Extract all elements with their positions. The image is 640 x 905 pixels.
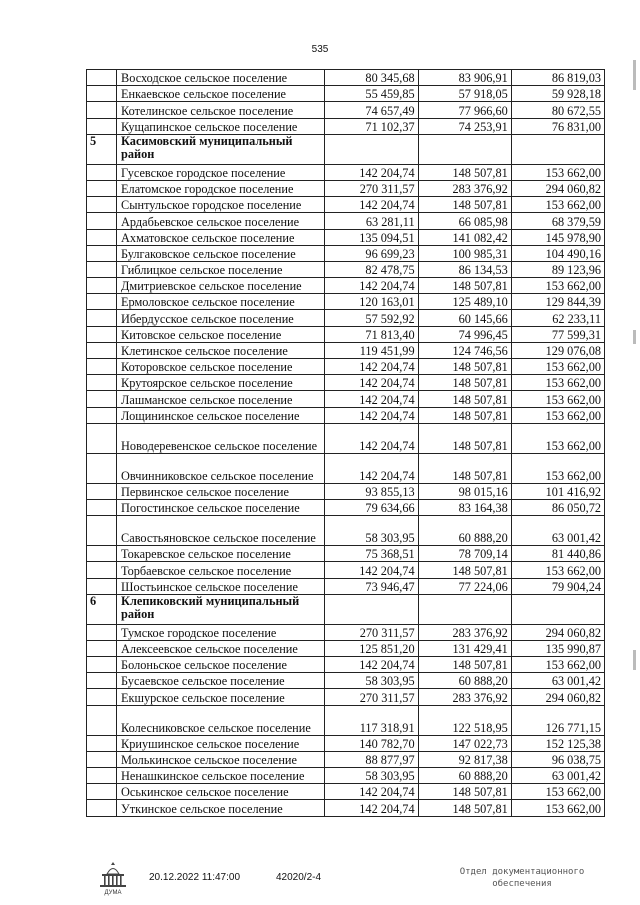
value-2023-cell: 71 102,37 bbox=[325, 118, 418, 134]
settlement-row bbox=[87, 735, 605, 751]
value-2023-cell: 142 204,74 bbox=[325, 562, 418, 578]
value-2023-cell: 142 204,74 bbox=[325, 423, 418, 453]
value-2025-cell: 62 233,11 bbox=[511, 310, 604, 326]
value-2023-cell: 120 163,01 bbox=[325, 294, 418, 310]
row-name-cell: Болоньское сельское поселение bbox=[117, 657, 325, 673]
value-2024-cell: 148 507,81 bbox=[418, 423, 511, 453]
value-2024-cell: 148 507,81 bbox=[418, 197, 511, 213]
logo-text: ДУМА bbox=[104, 890, 122, 896]
row-name-cell: Сынтульское городское поселение bbox=[117, 197, 325, 213]
value-2023-cell: 142 204,74 bbox=[325, 657, 418, 673]
value-2023-cell: 142 204,74 bbox=[325, 784, 418, 800]
value-2025-cell: 59 928,18 bbox=[511, 86, 604, 102]
row-name-cell: Криушинское сельское поселение bbox=[117, 735, 325, 751]
value-2025-cell: 76 831,00 bbox=[511, 118, 604, 134]
value-2024-cell: 74 253,91 bbox=[418, 118, 511, 134]
row-number-cell bbox=[87, 359, 117, 375]
value-2024-cell: 131 429,41 bbox=[418, 640, 511, 656]
row-name-cell: Тумское городское поселение bbox=[117, 624, 325, 640]
row-number-cell bbox=[87, 407, 117, 423]
row-name-cell: Погостинское сельское поселение bbox=[117, 499, 325, 515]
row-number-cell bbox=[87, 102, 117, 118]
settlement-row bbox=[87, 751, 605, 767]
row-number-cell bbox=[87, 197, 117, 213]
table-body bbox=[87, 70, 605, 817]
value-2025-cell: 152 125,38 bbox=[511, 735, 604, 751]
value-2024-cell: 125 489,10 bbox=[418, 294, 511, 310]
value-2023-cell: 142 204,74 bbox=[325, 375, 418, 391]
settlement-row bbox=[87, 197, 605, 213]
row-name-cell: Алексеевское сельское поселение bbox=[117, 640, 325, 656]
value-2025-cell: 135 990,87 bbox=[511, 640, 604, 656]
row-number-cell bbox=[87, 261, 117, 277]
value-2025-cell: 153 662,00 bbox=[511, 453, 604, 483]
row-number-cell bbox=[87, 673, 117, 689]
settlement-row bbox=[87, 453, 605, 483]
value-2023-cell: 270 311,57 bbox=[325, 180, 418, 196]
value-2023-cell: 63 281,11 bbox=[325, 213, 418, 229]
value-2024-cell: 148 507,81 bbox=[418, 391, 511, 407]
row-number-cell bbox=[87, 180, 117, 196]
value-2024-cell: 60 888,20 bbox=[418, 768, 511, 784]
row-number-cell bbox=[87, 164, 117, 180]
settlement-row bbox=[87, 294, 605, 310]
value-2024-cell: 148 507,81 bbox=[418, 359, 511, 375]
row-name-cell: Оськинское сельское поселение bbox=[117, 784, 325, 800]
row-name-cell: Уткинское сельское поселение bbox=[117, 800, 325, 816]
row-number-cell bbox=[87, 294, 117, 310]
settlement-row bbox=[87, 213, 605, 229]
department-stamp bbox=[452, 866, 592, 890]
value-2023-cell: 142 204,74 bbox=[325, 197, 418, 213]
settlement-row bbox=[87, 624, 605, 640]
value-2025-cell: 153 662,00 bbox=[511, 375, 604, 391]
value-2024-cell: 66 085,98 bbox=[418, 213, 511, 229]
row-name-cell: Восходское сельское поселение bbox=[117, 70, 325, 86]
value-2024-cell bbox=[418, 134, 511, 164]
footer-timestamp: 20.12.2022 11:47:00 bbox=[149, 872, 241, 883]
value-2025-cell: 153 662,00 bbox=[511, 800, 604, 816]
value-2025-cell: 81 440,86 bbox=[511, 546, 604, 562]
value-2024-cell: 283 376,92 bbox=[418, 180, 511, 196]
value-2024-cell: 60 888,20 bbox=[418, 516, 511, 546]
settlement-row bbox=[87, 70, 605, 86]
settlement-row bbox=[87, 483, 605, 499]
row-name-cell: Китовское сельское поселение bbox=[117, 326, 325, 342]
value-2024-cell: 77 966,60 bbox=[418, 102, 511, 118]
row-name-cell: Лашманское сельское поселение bbox=[117, 391, 325, 407]
row-number-cell bbox=[87, 310, 117, 326]
value-2023-cell: 142 204,74 bbox=[325, 800, 418, 816]
row-number-cell bbox=[87, 705, 117, 735]
page-footer bbox=[0, 860, 640, 900]
row-number-cell bbox=[87, 784, 117, 800]
settlement-row bbox=[87, 310, 605, 326]
value-2023-cell: 270 311,57 bbox=[325, 689, 418, 705]
row-name-cell: Ибердусское сельское поселение bbox=[117, 310, 325, 326]
value-2023-cell: 142 204,74 bbox=[325, 453, 418, 483]
value-2024-cell bbox=[418, 594, 511, 624]
row-name-cell: Колесниковское сельское поселение bbox=[117, 705, 325, 735]
row-number-cell bbox=[87, 624, 117, 640]
row-name-cell: Дмитриевское сельское поселение bbox=[117, 278, 325, 294]
scan-edge-mark bbox=[633, 60, 636, 90]
value-2023-cell: 142 204,74 bbox=[325, 391, 418, 407]
row-number-cell bbox=[87, 375, 117, 391]
value-2024-cell: 122 518,95 bbox=[418, 705, 511, 735]
value-2023-cell: 142 204,74 bbox=[325, 164, 418, 180]
row-number-cell bbox=[87, 800, 117, 816]
value-2025-cell: 153 662,00 bbox=[511, 197, 604, 213]
value-2025-cell: 294 060,82 bbox=[511, 689, 604, 705]
value-2025-cell: 153 662,00 bbox=[511, 562, 604, 578]
value-2023-cell: 140 782,70 bbox=[325, 735, 418, 751]
row-number-cell bbox=[87, 483, 117, 499]
value-2023-cell: 73 946,47 bbox=[325, 578, 418, 594]
value-2025-cell: 89 123,96 bbox=[511, 261, 604, 277]
value-2025-cell: 153 662,00 bbox=[511, 657, 604, 673]
value-2023-cell: 270 311,57 bbox=[325, 624, 418, 640]
budget-table bbox=[86, 69, 605, 817]
scan-edge-mark bbox=[633, 650, 636, 670]
value-2023-cell: 93 855,13 bbox=[325, 483, 418, 499]
settlement-row bbox=[87, 705, 605, 735]
row-number-cell bbox=[87, 657, 117, 673]
value-2023-cell: 74 657,49 bbox=[325, 102, 418, 118]
value-2025-cell: 96 038,75 bbox=[511, 751, 604, 767]
value-2023-cell: 82 478,75 bbox=[325, 261, 418, 277]
row-name-cell: Лощининское сельское поселение bbox=[117, 407, 325, 423]
value-2025-cell: 153 662,00 bbox=[511, 423, 604, 453]
row-number-cell bbox=[87, 213, 117, 229]
value-2023-cell bbox=[325, 134, 418, 164]
row-name-cell: Касимовский муниципальный район bbox=[117, 134, 325, 164]
row-name-cell: Торбаевское сельское поселение bbox=[117, 562, 325, 578]
value-2023-cell: 88 877,97 bbox=[325, 751, 418, 767]
settlement-row bbox=[87, 800, 605, 816]
settlement-row bbox=[87, 689, 605, 705]
value-2024-cell: 147 022,73 bbox=[418, 735, 511, 751]
row-number-cell: 6 bbox=[87, 594, 117, 624]
row-name-cell: Шостьинское сельское поселение bbox=[117, 578, 325, 594]
value-2025-cell: 80 672,55 bbox=[511, 102, 604, 118]
value-2024-cell: 98 015,16 bbox=[418, 483, 511, 499]
settlement-row bbox=[87, 657, 605, 673]
row-name-cell: Булгаковское сельское поселение bbox=[117, 245, 325, 261]
stamp-line-1: Отдел документационного bbox=[459, 867, 585, 877]
value-2023-cell: 58 303,95 bbox=[325, 768, 418, 784]
settlement-row bbox=[87, 768, 605, 784]
stamp-line-2: обеспечения bbox=[492, 879, 552, 889]
row-number-cell bbox=[87, 735, 117, 751]
row-name-cell: Токаревское сельское поселение bbox=[117, 546, 325, 562]
value-2023-cell: 125 851,20 bbox=[325, 640, 418, 656]
scan-edge-mark bbox=[633, 330, 636, 344]
district-row bbox=[87, 594, 605, 624]
settlement-row bbox=[87, 578, 605, 594]
district-row bbox=[87, 134, 605, 164]
settlement-row bbox=[87, 562, 605, 578]
value-2024-cell: 60 888,20 bbox=[418, 673, 511, 689]
settlement-row bbox=[87, 164, 605, 180]
value-2024-cell: 283 376,92 bbox=[418, 624, 511, 640]
value-2024-cell: 83 164,38 bbox=[418, 499, 511, 515]
value-2023-cell: 79 634,66 bbox=[325, 499, 418, 515]
row-number-cell bbox=[87, 423, 117, 453]
value-2023-cell: 135 094,51 bbox=[325, 229, 418, 245]
row-number-cell bbox=[87, 768, 117, 784]
row-name-cell: Ардабьевское сельское поселение bbox=[117, 213, 325, 229]
value-2024-cell: 60 145,66 bbox=[418, 310, 511, 326]
row-name-cell: Клетинское сельское поселение bbox=[117, 342, 325, 358]
row-name-cell: Овчинниковское сельское поселение bbox=[117, 453, 325, 483]
settlement-row bbox=[87, 391, 605, 407]
value-2024-cell: 100 985,31 bbox=[418, 245, 511, 261]
value-2024-cell: 148 507,81 bbox=[418, 453, 511, 483]
value-2025-cell: 153 662,00 bbox=[511, 359, 604, 375]
row-name-cell: Молькинское сельское поселение bbox=[117, 751, 325, 767]
row-number-cell bbox=[87, 578, 117, 594]
value-2025-cell: 104 490,16 bbox=[511, 245, 604, 261]
row-number-cell bbox=[87, 562, 117, 578]
value-2023-cell: 80 345,68 bbox=[325, 70, 418, 86]
row-name-cell: Бусаевское сельское поселение bbox=[117, 673, 325, 689]
value-2023-cell: 117 318,91 bbox=[325, 705, 418, 735]
value-2025-cell: 63 001,42 bbox=[511, 673, 604, 689]
value-2024-cell: 148 507,81 bbox=[418, 800, 511, 816]
row-name-cell: Савостьяновское сельское поселение bbox=[117, 516, 325, 546]
row-number-cell bbox=[87, 326, 117, 342]
row-name-cell: Елатомское городское поселение bbox=[117, 180, 325, 196]
value-2024-cell: 148 507,81 bbox=[418, 278, 511, 294]
row-name-cell: Котелинское сельское поселение bbox=[117, 102, 325, 118]
value-2024-cell: 78 709,14 bbox=[418, 546, 511, 562]
settlement-row bbox=[87, 499, 605, 515]
value-2025-cell: 145 978,90 bbox=[511, 229, 604, 245]
value-2024-cell: 77 224,06 bbox=[418, 578, 511, 594]
settlement-row bbox=[87, 407, 605, 423]
row-name-cell: Первинское сельское поселение bbox=[117, 483, 325, 499]
value-2024-cell: 83 906,91 bbox=[418, 70, 511, 86]
row-name-cell: Которовское сельское поселение bbox=[117, 359, 325, 375]
value-2024-cell: 148 507,81 bbox=[418, 657, 511, 673]
value-2025-cell: 63 001,42 bbox=[511, 768, 604, 784]
row-name-cell: Клепиковский муниципальный район bbox=[117, 594, 325, 624]
row-number-cell bbox=[87, 245, 117, 261]
value-2023-cell: 57 592,92 bbox=[325, 310, 418, 326]
value-2024-cell: 148 507,81 bbox=[418, 407, 511, 423]
row-name-cell: Крутоярское сельское поселение bbox=[117, 375, 325, 391]
settlement-row bbox=[87, 516, 605, 546]
value-2025-cell: 63 001,42 bbox=[511, 516, 604, 546]
settlement-row bbox=[87, 86, 605, 102]
value-2023-cell: 58 303,95 bbox=[325, 673, 418, 689]
page-number: 535 bbox=[311, 44, 329, 55]
row-name-cell: Ненашкинское сельское поселение bbox=[117, 768, 325, 784]
value-2023-cell: 58 303,95 bbox=[325, 516, 418, 546]
settlement-row bbox=[87, 102, 605, 118]
value-2024-cell: 124 746,56 bbox=[418, 342, 511, 358]
value-2025-cell: 129 844,39 bbox=[511, 294, 604, 310]
value-2024-cell: 148 507,81 bbox=[418, 164, 511, 180]
row-number-cell bbox=[87, 751, 117, 767]
value-2025-cell: 79 904,24 bbox=[511, 578, 604, 594]
value-2023-cell: 119 451,99 bbox=[325, 342, 418, 358]
value-2023-cell bbox=[325, 594, 418, 624]
settlement-row bbox=[87, 359, 605, 375]
value-2025-cell: 294 060,82 bbox=[511, 180, 604, 196]
value-2024-cell: 141 082,42 bbox=[418, 229, 511, 245]
value-2025-cell: 153 662,00 bbox=[511, 784, 604, 800]
value-2023-cell: 142 204,74 bbox=[325, 278, 418, 294]
value-2025-cell: 86 819,03 bbox=[511, 70, 604, 86]
value-2024-cell: 283 376,92 bbox=[418, 689, 511, 705]
settlement-row bbox=[87, 546, 605, 562]
value-2025-cell: 129 076,08 bbox=[511, 342, 604, 358]
value-2024-cell: 148 507,81 bbox=[418, 375, 511, 391]
value-2025-cell: 294 060,82 bbox=[511, 624, 604, 640]
settlement-row bbox=[87, 784, 605, 800]
value-2025-cell: 68 379,59 bbox=[511, 213, 604, 229]
settlement-row bbox=[87, 278, 605, 294]
value-2024-cell: 148 507,81 bbox=[418, 562, 511, 578]
value-2023-cell: 142 204,74 bbox=[325, 407, 418, 423]
footer-doc-code: 42020/2-4 bbox=[276, 872, 322, 883]
row-name-cell: Кущапинское сельское поселение bbox=[117, 118, 325, 134]
row-name-cell: Новодеревенское сельское поселение bbox=[117, 423, 325, 453]
value-2025-cell: 153 662,00 bbox=[511, 278, 604, 294]
settlement-row bbox=[87, 261, 605, 277]
row-name-cell: Енкаевское сельское поселение bbox=[117, 86, 325, 102]
row-number-cell bbox=[87, 453, 117, 483]
row-name-cell: Ермоловское сельское поселение bbox=[117, 294, 325, 310]
value-2025-cell: 77 599,31 bbox=[511, 326, 604, 342]
value-2023-cell: 96 699,23 bbox=[325, 245, 418, 261]
row-number-cell: 5 bbox=[87, 134, 117, 164]
row-name-cell: Гусевское городское поселение bbox=[117, 164, 325, 180]
value-2025-cell: 153 662,00 bbox=[511, 407, 604, 423]
row-number-cell bbox=[87, 640, 117, 656]
row-number-cell bbox=[87, 391, 117, 407]
value-2025-cell: 126 771,15 bbox=[511, 705, 604, 735]
value-2024-cell: 57 918,05 bbox=[418, 86, 511, 102]
row-number-cell bbox=[87, 546, 117, 562]
value-2024-cell: 86 134,53 bbox=[418, 261, 511, 277]
value-2023-cell: 71 813,40 bbox=[325, 326, 418, 342]
value-2025-cell bbox=[511, 134, 604, 164]
value-2025-cell: 86 050,72 bbox=[511, 499, 604, 515]
settlement-row bbox=[87, 673, 605, 689]
value-2024-cell: 92 817,38 bbox=[418, 751, 511, 767]
settlement-row bbox=[87, 180, 605, 196]
row-number-cell bbox=[87, 689, 117, 705]
value-2025-cell: 153 662,00 bbox=[511, 391, 604, 407]
value-2025-cell: 101 416,92 bbox=[511, 483, 604, 499]
settlement-row bbox=[87, 423, 605, 453]
row-number-cell bbox=[87, 516, 117, 546]
settlement-row bbox=[87, 245, 605, 261]
row-number-cell bbox=[87, 86, 117, 102]
settlement-row bbox=[87, 118, 605, 134]
row-number-cell bbox=[87, 499, 117, 515]
row-number-cell bbox=[87, 342, 117, 358]
settlement-row bbox=[87, 375, 605, 391]
row-number-cell bbox=[87, 70, 117, 86]
value-2023-cell: 142 204,74 bbox=[325, 359, 418, 375]
value-2024-cell: 74 996,45 bbox=[418, 326, 511, 342]
value-2025-cell: 153 662,00 bbox=[511, 164, 604, 180]
row-number-cell bbox=[87, 118, 117, 134]
duma-logo-icon bbox=[96, 860, 130, 890]
row-number-cell bbox=[87, 278, 117, 294]
value-2023-cell: 55 459,85 bbox=[325, 86, 418, 102]
row-name-cell: Екшурское сельское поселение bbox=[117, 689, 325, 705]
settlement-row bbox=[87, 326, 605, 342]
value-2024-cell: 148 507,81 bbox=[418, 784, 511, 800]
row-name-cell: Гиблицкое сельское поселение bbox=[117, 261, 325, 277]
row-name-cell: Ахматовское сельское поселение bbox=[117, 229, 325, 245]
settlement-row bbox=[87, 640, 605, 656]
value-2023-cell: 75 368,51 bbox=[325, 546, 418, 562]
row-number-cell bbox=[87, 229, 117, 245]
settlement-row bbox=[87, 229, 605, 245]
settlement-row bbox=[87, 342, 605, 358]
value-2025-cell bbox=[511, 594, 604, 624]
